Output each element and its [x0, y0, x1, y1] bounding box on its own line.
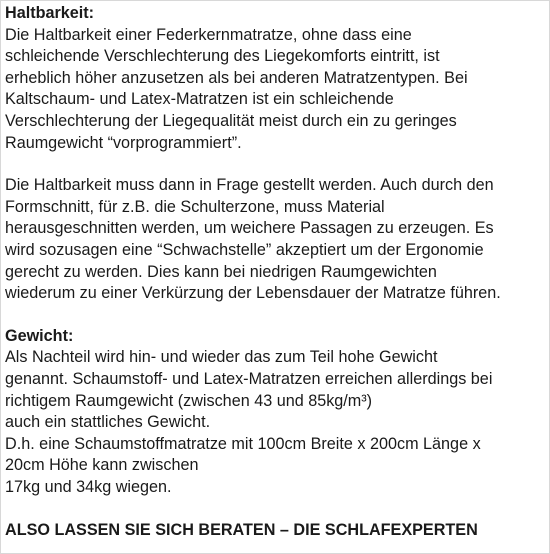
text-line: D.h. eine Schaumstoffmatratze mit 100cm Breite x 200cm Länge x — [5, 434, 481, 453]
text-line: gerecht zu werden. Dies kann bei niedrigen Raumgewichten — [5, 262, 437, 281]
text-line: Formschnitt, für z.B. die Schulterzone, muss Material — [5, 197, 385, 216]
heading-gewicht: Gewicht: — [5, 326, 74, 345]
text-line: auch ein stattliches Gewicht. — [5, 413, 211, 432]
paragraph-haltbarkeit-2 — [5, 175, 549, 305]
closing-heading: ALSO LASSEN SIE SICH BERATEN – DIE SCHLAFEXPERTEN — [5, 521, 478, 539]
text-line: Raumgewicht “vorprogrammiert”. — [5, 133, 242, 152]
text-line: 17kg und 34kg wiegen. — [5, 477, 172, 496]
text-line: wiederum zu einer Verkürzung der Lebensdauer der Matratze führen. — [5, 284, 501, 303]
text-line: richtigem Raumgewicht (zwischen 43 und 85kg/m³) — [5, 391, 373, 410]
text-line: schleichende Verschlechterung des Liegekomforts eintritt, ist — [5, 47, 440, 66]
text-line: Die Haltbarkeit einer Federkernmatratze, ohne dass eine — [5, 25, 412, 44]
paragraph-gap — [5, 154, 549, 175]
text-line: Als Nachteil wird hin- und wieder das zum Teil hohe Gewicht — [5, 348, 438, 367]
text-line: wird sozusagen eine “Schwachstelle” akzeptiert um der Ergonomie — [5, 240, 484, 259]
heading-haltbarkeit: Haltbarkeit: — [5, 4, 95, 22]
text-line: Verschlechterung der Liegequalität meist durch ein zu geringes — [5, 111, 457, 130]
text-line: herausgeschnitten werden, um weichere Passagen zu erzeugen. Es — [5, 219, 494, 238]
text-line: Kaltschaum- und Latex-Matratzen ist ein schleichende — [5, 90, 394, 109]
article-body — [5, 3, 549, 498]
text-line: erheblich höher anzusetzen als bei anderen Matratzentypen. Bei — [5, 68, 468, 87]
paragraph-haltbarkeit-1 — [5, 25, 549, 155]
text-line: Die Haltbarkeit muss dann in Frage gestellt werden. Auch durch den — [5, 176, 494, 195]
paragraph-gap — [5, 305, 549, 326]
text-line: 20cm Höhe kann zwischen — [5, 456, 199, 475]
text-line: genannt. Schaumstoff- und Latex-Matratzen erreichen allerdings bei — [5, 369, 493, 388]
paragraph-gewicht — [5, 347, 549, 498]
